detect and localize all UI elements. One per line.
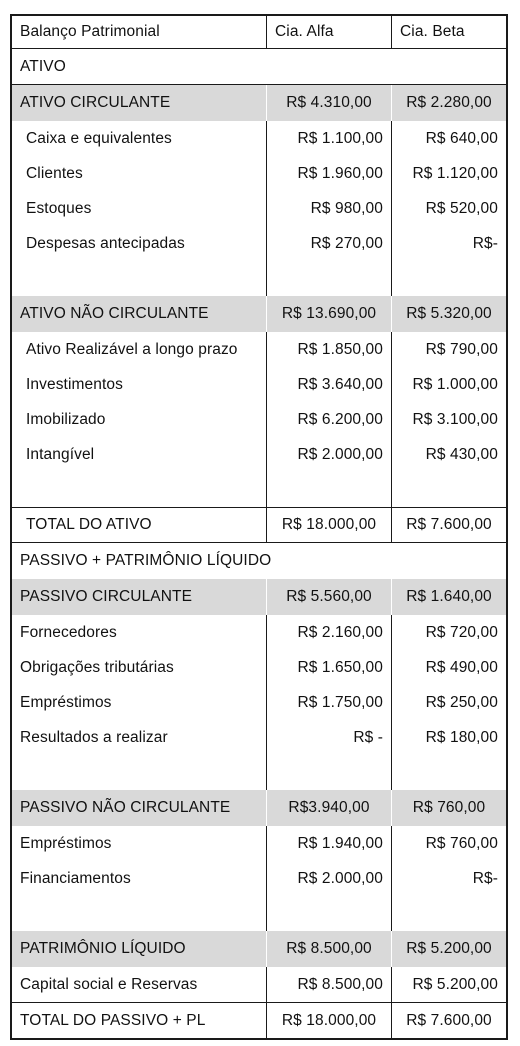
row-value-beta: R$ 180,00: [425, 728, 498, 746]
section-label: ATIVO: [20, 57, 66, 75]
section-passivo: [12, 543, 506, 579]
group-ativo-nao-circulante: [12, 296, 506, 332]
group-value-alfa: R$ 8.500,00: [267, 931, 392, 967]
table-row: [12, 437, 506, 472]
row-value-alfa: R$ 2.160,00: [267, 615, 392, 650]
row-value-alfa: R$ 1.100,00: [267, 121, 392, 156]
total-label: TOTAL DO ATIVO: [12, 508, 267, 542]
row-label: Intangível: [12, 437, 267, 472]
table-row: [12, 191, 506, 226]
row-value-beta: R$ 250,00: [425, 693, 498, 711]
group-label: ATIVO NÃO CIRCULANTE: [12, 296, 267, 332]
row-label: Estoques: [12, 191, 267, 226]
row-value-beta: R$ 760,00: [425, 834, 498, 852]
total-value-beta: R$ 7.600,00: [406, 516, 492, 533]
spacer-row: [12, 261, 506, 296]
group-label: PATRIMÔNIO LÍQUIDO: [12, 931, 267, 967]
total-value-beta: R$ 7.600,00: [406, 1011, 492, 1029]
table-row: [12, 720, 506, 755]
row-value-alfa: R$ 1.650,00: [267, 650, 392, 685]
row-value-alfa: R$ 8.500,00: [267, 967, 392, 1002]
group-label: PASSIVO CIRCULANTE: [12, 579, 267, 615]
group-label: ATIVO CIRCULANTE: [12, 85, 267, 121]
row-value-beta: R$-: [472, 869, 498, 887]
row-value-alfa: R$ 980,00: [267, 191, 392, 226]
group-patrimonio-liquido: [12, 931, 506, 967]
row-label: Resultados a realizar: [12, 720, 267, 755]
group-label: PASSIVO NÃO CIRCULANTE: [12, 790, 267, 826]
table-row: [12, 367, 506, 402]
spacer-row: [12, 755, 506, 790]
row-label: Obrigações tributárias: [12, 650, 267, 685]
column-header-alfa: Cia. Alfa: [267, 16, 392, 48]
row-value-alfa: R$ 6.200,00: [267, 402, 392, 437]
row-value-beta: R$ 1.120,00: [412, 164, 498, 182]
table-row: [12, 156, 506, 191]
row-value-alfa: R$ 1.960,00: [267, 156, 392, 191]
table-row: [12, 402, 506, 437]
group-value-beta: R$ 5.200,00: [406, 940, 492, 957]
table-row: [12, 615, 506, 650]
spacer-row: [12, 896, 506, 931]
group-passivo-circulante: [12, 579, 506, 615]
group-value-alfa: R$3.940,00: [267, 790, 392, 826]
row-label: Caixa e equivalentes: [12, 121, 267, 156]
table-row: [12, 226, 506, 261]
table-row: [12, 685, 506, 720]
group-ativo-circulante: [12, 85, 506, 121]
row-value-alfa: R$ -: [267, 720, 392, 755]
row-label: Ativo Realizável a longo prazo: [12, 332, 267, 367]
row-value-beta: R$ 790,00: [425, 340, 498, 358]
row-label: Investimentos: [12, 367, 267, 402]
row-label: Fornecedores: [12, 615, 267, 650]
group-value-beta: R$ 2.280,00: [406, 94, 492, 111]
group-value-beta: R$ 5.320,00: [406, 305, 492, 322]
row-value-beta: R$ 640,00: [425, 129, 498, 147]
row-label: Financiamentos: [12, 861, 267, 896]
row-value-beta: R$-: [472, 234, 498, 252]
row-value-beta: R$ 3.100,00: [412, 410, 498, 428]
spacer-cell: [12, 896, 267, 931]
row-value-alfa: R$ 2.000,00: [267, 861, 392, 896]
row-label: Despesas antecipadas: [12, 226, 267, 261]
total-value-alfa: R$ 18.000,00: [267, 1003, 392, 1038]
section-label: PASSIVO + PATRIMÔNIO LÍQUIDO: [20, 552, 272, 569]
spacer-cell: [12, 261, 267, 296]
row-value-beta: R$ 520,00: [425, 199, 498, 217]
group-value-alfa: R$ 4.310,00: [267, 85, 392, 121]
table-row: [12, 967, 506, 1002]
spacer-cell: [392, 261, 506, 296]
row-label: Empréstimos: [12, 685, 267, 720]
row-label: Empréstimos: [12, 826, 267, 861]
row-value-beta: R$ 1.000,00: [412, 375, 498, 393]
table-row: [12, 332, 506, 367]
row-value-alfa: R$ 1.850,00: [267, 332, 392, 367]
total-value-alfa: R$ 18.000,00: [267, 508, 392, 542]
spacer-cell: [267, 261, 392, 296]
table-row: [12, 826, 506, 861]
row-value-alfa: R$ 1.750,00: [267, 685, 392, 720]
spacer-row: [12, 472, 506, 507]
total-label: TOTAL DO PASSIVO + PL: [12, 1003, 267, 1038]
spacer-cell: [267, 896, 392, 931]
table-row: [12, 650, 506, 685]
row-value-alfa: R$ 1.940,00: [267, 826, 392, 861]
group-passivo-nao-circulante: [12, 790, 506, 826]
row-value-alfa: R$ 270,00: [267, 226, 392, 261]
spacer-cell: [392, 755, 506, 790]
row-label: Imobilizado: [12, 402, 267, 437]
spacer-cell: [392, 896, 506, 931]
total-ativo-row: [12, 507, 506, 543]
row-value-alfa: R$ 2.000,00: [267, 437, 392, 472]
table-row: [12, 121, 506, 156]
column-header-beta: Cia. Beta: [400, 23, 465, 40]
row-value-beta: R$ 720,00: [425, 623, 498, 641]
balance-sheet-table: [10, 14, 508, 1040]
spacer-cell: [267, 472, 392, 507]
group-value-beta: R$ 1.640,00: [406, 588, 492, 605]
total-passivo-row: [12, 1002, 506, 1038]
row-value-beta: R$ 490,00: [425, 658, 498, 676]
row-label: Capital social e Reservas: [12, 967, 267, 1002]
table-header-row: [12, 16, 506, 49]
spacer-cell: [392, 472, 506, 507]
spacer-cell: [267, 755, 392, 790]
table-row: [12, 861, 506, 896]
group-value-alfa: R$ 13.690,00: [267, 296, 392, 332]
spacer-cell: [12, 755, 267, 790]
row-value-beta: R$ 5.200,00: [412, 975, 498, 993]
row-label: Clientes: [12, 156, 267, 191]
row-value-alfa: R$ 3.640,00: [267, 367, 392, 402]
group-value-beta: R$ 760,00: [412, 799, 486, 816]
group-value-alfa: R$ 5.560,00: [267, 579, 392, 615]
row-value-beta: R$ 430,00: [425, 445, 498, 463]
section-ativo: [12, 49, 506, 85]
table-title: Balanço Patrimonial: [12, 16, 267, 48]
spacer-cell: [12, 472, 267, 507]
